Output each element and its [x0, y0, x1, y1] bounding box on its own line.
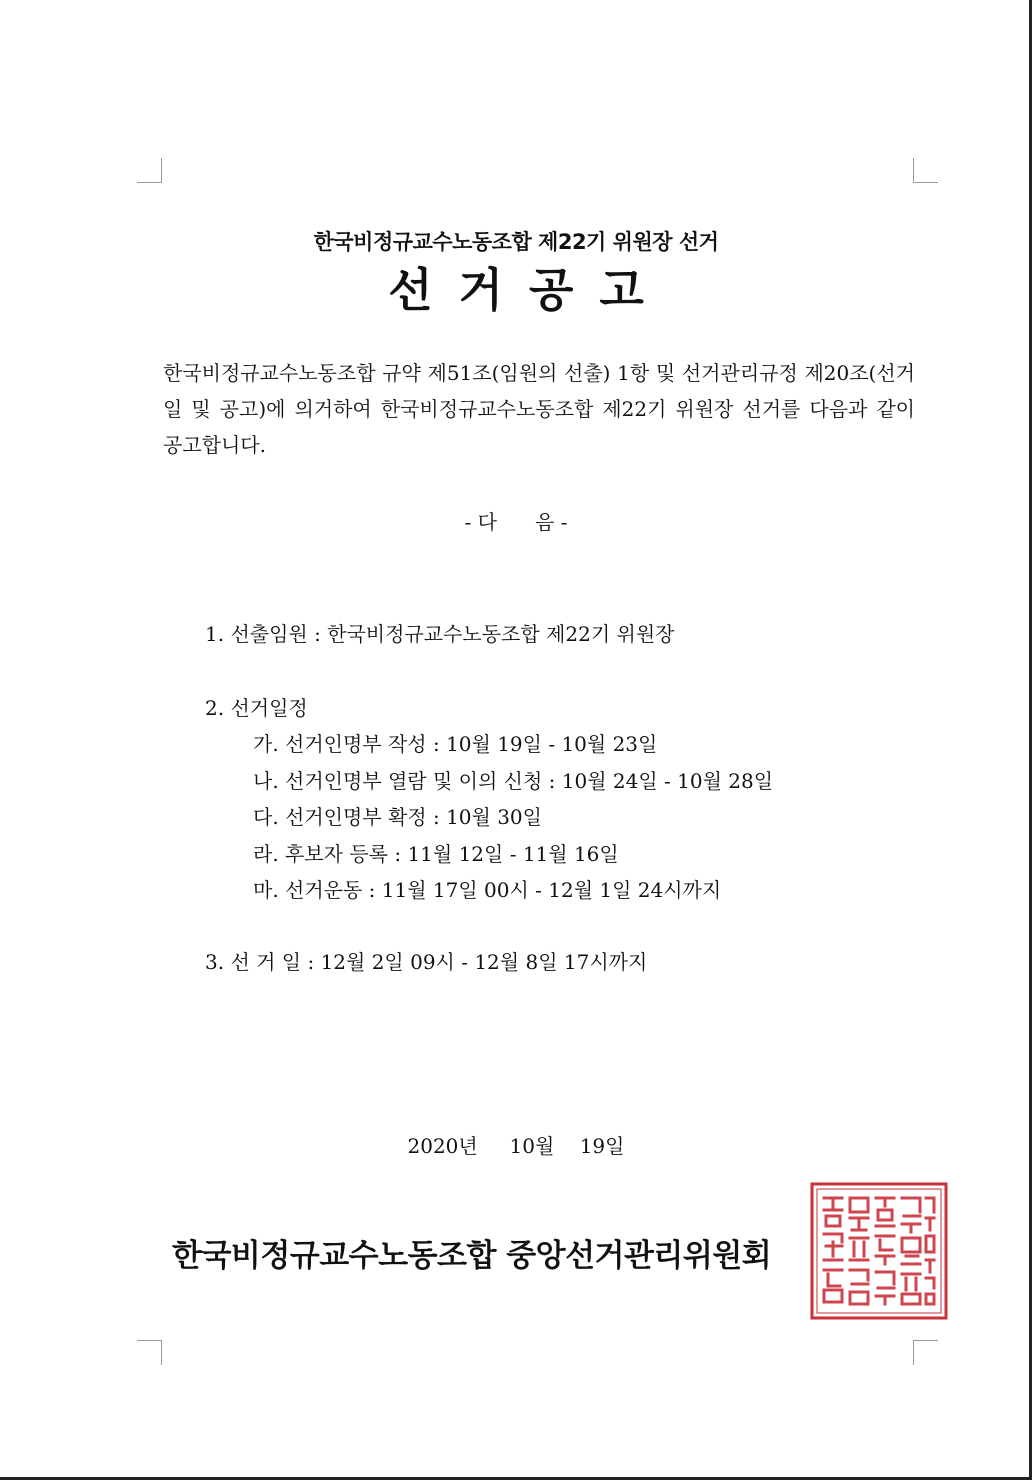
notice-title: 선거공고 [388, 263, 670, 317]
issuer-name: 한국비정규교수노동조합 중앙선거관리위원회 [172, 1238, 772, 1274]
seal-glyphs [824, 1198, 934, 1304]
schedule-item: 라. 후보자 등록 : 11월 12일 - 11월 16일 [253, 842, 619, 866]
schedule-item: 나. 선거인명부 열람 및 이의 신청 : 10월 24일 - 10월 28일 [253, 769, 774, 793]
schedule-item: 다. 선거인명부 확정 : 10월 30일 [253, 805, 542, 829]
schedule-item: 가. 선거인명부 작성 : 10월 19일 - 10월 23일 [253, 732, 658, 756]
item-schedule-heading: 2. 선거일정 [205, 696, 308, 720]
crop-mark-top-left [137, 158, 162, 183]
intro-paragraph: 한국비정규교수노동조합 규약 제51조(임원의 선출) 1항 및 선거관리규정 제20조(선거일 및 공고)에 의거하여 한국비정규교수노동조합 제22기 위원장 선거를 다음과 같이 공고합니다. [163, 361, 915, 457]
item-elected-officer: 1. 선출임원 : 한국비정규교수노동조합 제22기 위원장 [205, 622, 675, 646]
item-election-day: 3. 선 거 일 : 12월 2일 09시 - 12월 8일 17시까지 [205, 950, 648, 974]
notice-date: 2020년 10월 19일 [407, 1134, 625, 1158]
crop-mark-bottom-right [913, 1340, 938, 1365]
official-seal-stamp [808, 1180, 950, 1322]
crop-mark-top-right [913, 158, 938, 183]
dageum-heading: - 다 음 - [464, 510, 568, 534]
notice-subtitle: 한국비정규교수노동조합 제22기 위원장 선거 [313, 230, 719, 254]
crop-mark-bottom-left [137, 1340, 162, 1365]
schedule-item: 마. 선거운동 : 11월 17일 00시 - 12월 1일 24시까지 [253, 878, 722, 902]
